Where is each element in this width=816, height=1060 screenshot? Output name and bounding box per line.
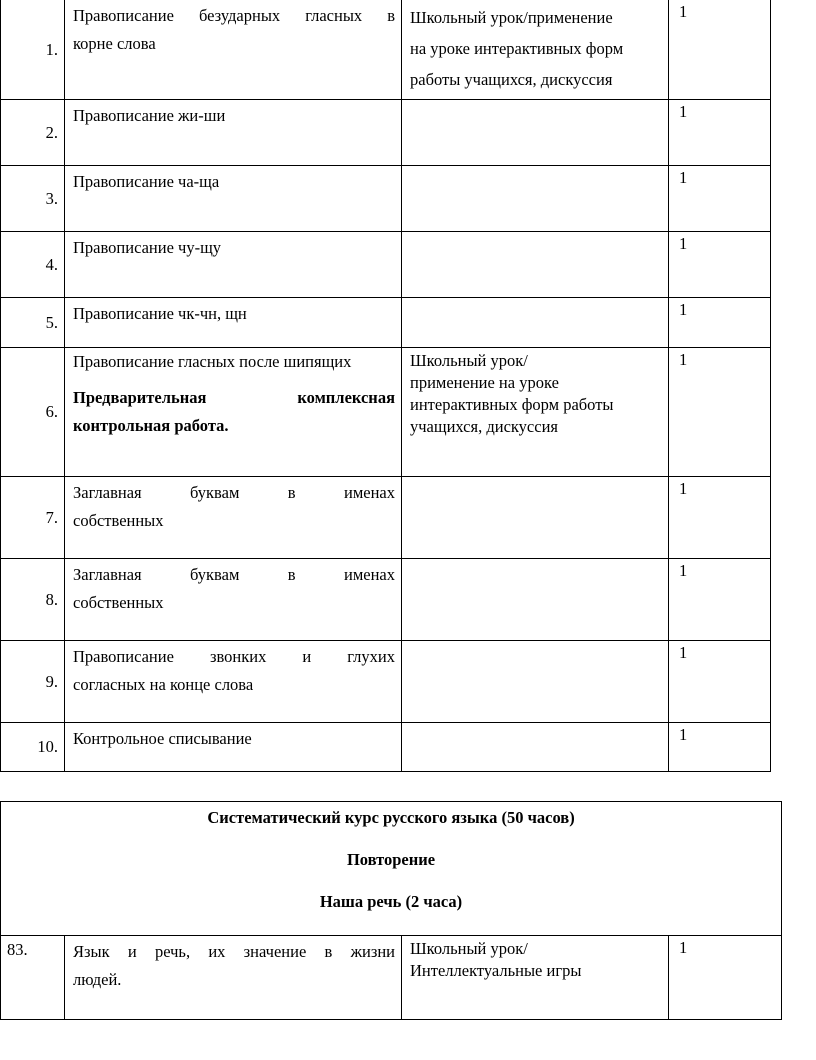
row-number: 2. (1, 100, 65, 166)
lesson-form (402, 641, 669, 723)
table-row (1, 641, 771, 723)
table-row (1, 298, 771, 348)
row-number: 1. (1, 0, 65, 100)
lesson-topic: Правописание ча-ща (65, 166, 402, 232)
lesson-form (402, 298, 669, 348)
lesson-hours: 1 (669, 100, 771, 166)
row-number: 4. (1, 232, 65, 298)
row-number: 5. (1, 298, 65, 348)
lesson-form (402, 100, 669, 166)
table-row (1, 232, 771, 298)
lesson-hours: 1 (669, 559, 771, 641)
lesson-topic: Заглавная буквам в именах собственных (65, 477, 402, 559)
control-work-title-cont: контрольная работа. (73, 416, 229, 435)
lesson-form (402, 477, 669, 559)
row-number: 10. (1, 723, 65, 772)
lesson-hours: 1 (669, 723, 771, 772)
table-row (1, 0, 771, 100)
row-number: 9. (1, 641, 65, 723)
row-number: 6. (1, 348, 65, 477)
row-number: 8. (1, 559, 65, 641)
lesson-hours: 1 (669, 166, 771, 232)
table-row (1, 559, 771, 641)
lesson-hours: 1 (669, 641, 771, 723)
lesson-topic: Контрольное списывание (65, 723, 402, 772)
row-number: 7. (1, 477, 65, 559)
section-header (1, 802, 782, 936)
lesson-form (402, 232, 669, 298)
table-row (1, 723, 771, 772)
section-unit: Наша речь (2 часа) (319, 892, 463, 911)
section-subtitle: Повторение (346, 850, 436, 869)
lesson-topic: Правописание гласных после шипящих Предварительная комплексная контрольная работа. (65, 348, 402, 477)
lesson-topic: Заглавная буквам в именах собственных (65, 559, 402, 641)
table-row (1, 100, 771, 166)
lesson-hours: 1 (669, 477, 771, 559)
row-number: 3. (1, 166, 65, 232)
lesson-form: Школьный урок/применение на уроке интерактивных форм работы учащихся, дискуссия (402, 0, 669, 100)
lesson-hours: 1 (669, 348, 771, 477)
lesson-topic: Правописание звонких и глухих согласных на конце слова (65, 641, 402, 723)
lesson-topic: Правописание жи-ши (65, 100, 402, 166)
lesson-form (402, 166, 669, 232)
table-row (1, 348, 771, 477)
lesson-form: Школьный урок/ применение на уроке интерактивных форм работы учащихся, дискуссия (402, 348, 669, 477)
lesson-hours: 1 (669, 232, 771, 298)
lesson-form (402, 723, 669, 772)
course-section-table (0, 801, 782, 1020)
table-row (1, 477, 771, 559)
lesson-topic: Правописание чу-щу (65, 232, 402, 298)
row-number: 83. (1, 936, 65, 1020)
lesson-form: Школьный урок/ Интеллектуальные игры (402, 936, 669, 1020)
section-title: Систематический курс русского языка (50 часов) (207, 808, 575, 827)
lesson-form (402, 559, 669, 641)
lesson-topic: Язык и речь, их значение в жизни людей. (65, 936, 402, 1020)
section-header-row (1, 802, 782, 936)
lesson-hours: 1 (669, 0, 771, 100)
table-row (1, 936, 782, 1020)
lesson-topic: Правописание безударных гласных в корне слова (65, 0, 402, 100)
table-row (1, 166, 771, 232)
lesson-topic: Правописание чк-чн, щн (65, 298, 402, 348)
lesson-hours: 1 (669, 298, 771, 348)
lesson-hours: 1 (669, 936, 782, 1020)
control-work-title: Предварительная комплексная (73, 388, 395, 407)
